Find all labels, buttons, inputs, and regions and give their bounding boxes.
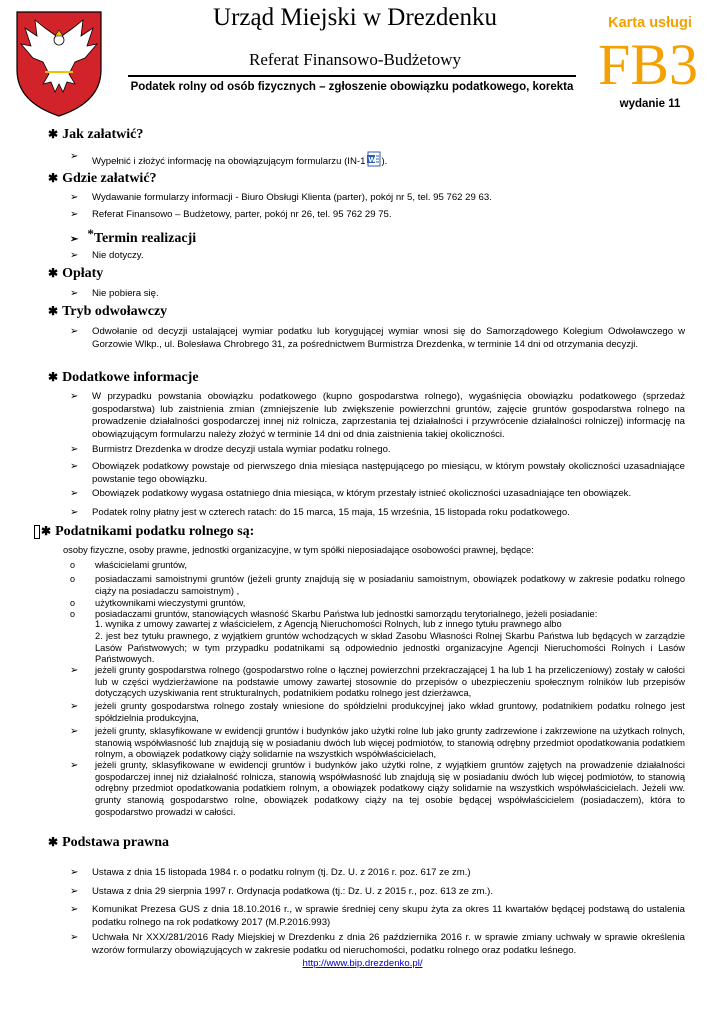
circle-bullet-icon: o [70, 574, 76, 584]
arrow-bullet-icon: ➢ [70, 326, 79, 337]
section-heading-appeal: ✱ Tryb odwoławczy [48, 304, 168, 319]
arrow-bullet-icon: ➢ [70, 760, 79, 771]
sub-item: 1. wynika z umowy zawartej z właścicielem, z Agencją Nieruchomości Rolnych, lub z innego tytułu prawnego albo [95, 619, 562, 629]
section-heading-how: ✱ Jak załatwić? [48, 127, 144, 142]
star-bullet-icon: ✱ [48, 370, 59, 384]
circle-bullet-icon: o [70, 598, 76, 608]
star-bullet-icon: ✱ [48, 266, 59, 280]
arrow-bullet-icon: ➢ [70, 665, 79, 676]
section-heading-fees: ✱ Opłaty [48, 266, 104, 281]
arrow-bullet-icon: ➢ [70, 726, 79, 737]
taxpayers-intro: osoby fizyczne, osoby prawne, jednostki organizacyjne, w tym spółki nieposiadające osobowości prawnej, będące: [63, 545, 534, 555]
section-heading-taxpayers: ✱ Podatnikami podatku rolnego są: [34, 524, 254, 540]
circle-bullet-icon: o [70, 560, 76, 570]
edition-label: wydanie 11 [619, 98, 681, 110]
footer [0, 958, 725, 971]
star-bullet-icon: ✱ [48, 127, 59, 141]
office-title: Urząd Miejski w Drezdenku [213, 4, 497, 31]
sub-item: 2. jest bez tytułu prawnego, z wyjątkiem gruntów wchodzących w skład Zasobu Własności Rolnej Skarbu Państwa lub będących w zarządzie Lasów Państwowych; w tym przypadku podatnikami są odpowiednio jednostki organizacyjne Agencji Nieruchomości Rolnych i Lasów Państwowych. [95, 631, 685, 664]
star-bullet-icon: ✱ [48, 835, 59, 849]
arrow-bullet-icon: ➢ [70, 250, 79, 261]
star-bullet-icon: ✱ [41, 524, 52, 538]
arrow-bullet-icon: ➢ [70, 288, 79, 299]
arrow-bullet-icon: ➢ [70, 151, 79, 162]
arrow-bullet-icon: ➢ [70, 234, 79, 245]
arrow-bullet-icon: ➢ [70, 444, 79, 455]
arrow-bullet-icon: ➢ [70, 904, 79, 915]
section-heading-extra: ✱ Dodatkowe informacje [48, 370, 199, 385]
service-name: Podatek rolny od osób fizycznych – zgłoszenie obowiązku podatkowego, korekta [130, 81, 574, 93]
svg-text:W: W [368, 156, 377, 164]
word-document-icon[interactable] [367, 151, 381, 167]
arrow-bullet-icon: ➢ [70, 886, 79, 897]
section-heading-deadline: ➢ *Termin realizacji [70, 226, 197, 246]
crest-logo [15, 10, 103, 118]
card-label: Karta usługi [608, 15, 692, 31]
circle-bullet-icon: o [70, 609, 76, 619]
arrow-bullet-icon: ➢ [70, 507, 79, 518]
arrow-bullet-icon: ➢ [70, 867, 79, 878]
bip-link[interactable]: http://www.bip.drezdenko.pl/ [302, 958, 423, 969]
arrow-bullet-icon: ➢ [70, 391, 79, 402]
arrow-bullet-icon: ➢ [70, 701, 79, 712]
card-code: FB3 [598, 32, 698, 97]
arrow-bullet-icon: ➢ [70, 932, 79, 943]
department-title: Referat Finansowo-Budżetowy [249, 50, 461, 69]
header-divider [128, 75, 576, 77]
arrow-bullet-icon: ➢ [70, 461, 79, 472]
star-bullet-icon: ✱ [48, 304, 59, 318]
arrow-bullet-icon: ➢ [70, 488, 79, 499]
section-heading-where: ✱ Gdzie załatwić? [48, 171, 157, 186]
star-bullet-icon: * [87, 226, 94, 241]
section-heading-legal: ✱ Podstawa prawna [48, 835, 170, 850]
star-bullet-icon: ✱ [48, 171, 59, 185]
checkbox-glyph-icon [34, 525, 40, 539]
arrow-bullet-icon: ➢ [70, 192, 79, 203]
arrow-bullet-icon: ➢ [70, 209, 79, 220]
